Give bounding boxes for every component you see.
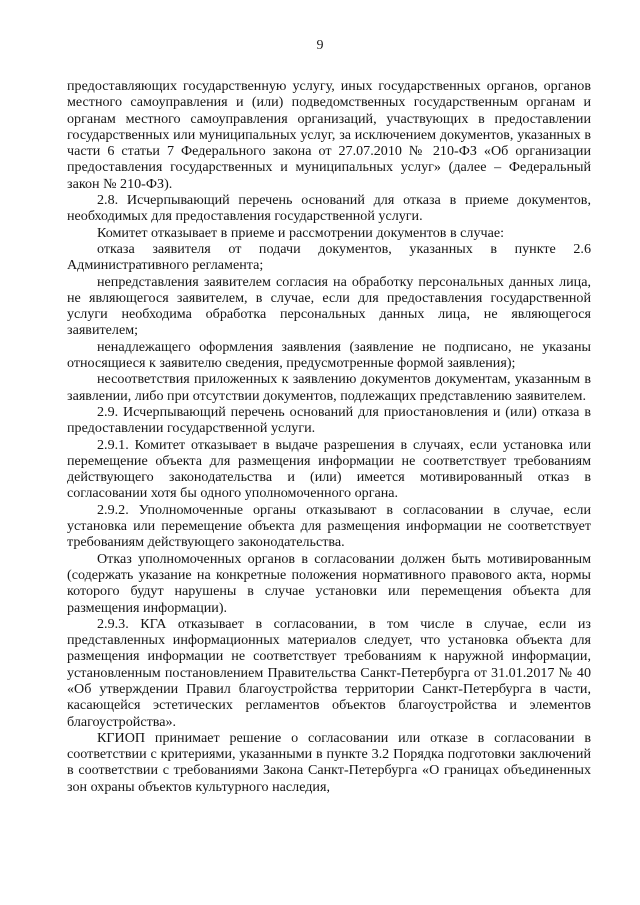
list-item-refusal-submission: отказа заявителя от подачи документов, указанных в пункте 2.6 Административного регламента;	[67, 240, 591, 274]
paragraph-2-9-3: 2.9.3. КГА отказывает в согласовании, в том числе в случае, если из представленных информационных материалов следует, что установка объекта для размещения информации не соответствует требованиям к наружной информации, установленным постановлением Правительства Санкт-Петербурга от 31.01.2017 № 40 «Об утверждении Правил благоустройства территории Санкт-Петербурга в части, касающейся эстетических регламентов объектов благоустройства и элементов благоустройства».	[67, 615, 591, 730]
paragraph-intro-continuation: предоставляющих государственную услугу, иных государственных органов, органов местного самоуправления и (или) подведомственных государственным органам и органам местного самоуправления организаций, участвующих в предоставлении государственных или муниципальных услуг, за исключением документов, указанных в части 6 статьи 7 Федерального закона от 27.07.2010 № 210-ФЗ «Об организации предоставления государственных и муниципальных услуг» (далее – Федеральный закон № 210-ФЗ).	[67, 78, 591, 192]
list-item-improper-application: ненадлежащего оформления заявления (заявление не подписано, не указаны относящиеся к заявителю сведения, предусмотренные формой заявления);	[67, 338, 591, 372]
list-item-document-mismatch: несоответствия приложенных к заявлению документов документам, указанным в заявлении, либо при отсутствии документов, подлежащих представлению заявителем.	[67, 371, 591, 404]
paragraph-2-9-2: 2.9.2. Уполномоченные органы отказывают в согласовании в случае, если установка или перемещение объекта для размещения информации не соответствует требованиям действующего законодательства.	[67, 501, 591, 551]
paragraph-2-8-heading: 2.8. Исчерпывающий перечень оснований для отказа в приеме документов, необходимых для предоставления государственной услуги.	[67, 192, 591, 225]
paragraph-2-9-heading: 2.9. Исчерпывающий перечень оснований для приостановления и (или) отказа в предоставлении государственной услуги.	[67, 403, 591, 437]
paragraph-committee-refuses: Комитет отказывает в приеме и рассмотрении документов в случае:	[97, 224, 505, 241]
paragraph-2-9-1: 2.9.1. Комитет отказывает в выдаче разрешения в случаях, если установка или перемещение объекта для размещения информации не соответствует требованиям действующего законодательства и (или) имеется мотивированный отказ в согласовании хотя бы одного уполномоченного органа.	[67, 436, 591, 502]
paragraph-refusal-justification: Отказ уполномоченных органов в согласовании должен быть мотивированным (содержать указание на конкретные положения нормативного правового акта, нормы которого будут нарушены в случае установки или перемещения объекта для размещения информации).	[67, 550, 591, 616]
page-number: 9	[316, 38, 324, 53]
document-body	[67, 78, 591, 795]
list-item-personal-data-consent: непредставления заявителем согласия на обработку персональных данных лица, не являющегося заявителем, в случае, если для предоставления государственной услуги необходима обработка персональных данных лица, не являющегося заявителем;	[67, 273, 591, 339]
paragraph-kgiop-decision: КГИОП принимает решение о согласовании или отказе в согласовании в соответствии с критериями, указанными в пункте 3.2 Порядка подготовки заключений в соответствии с требованиями Закона Санкт-Петербурга «О границах объединенных зон охраны объектов культурного наследия,	[67, 729, 591, 795]
